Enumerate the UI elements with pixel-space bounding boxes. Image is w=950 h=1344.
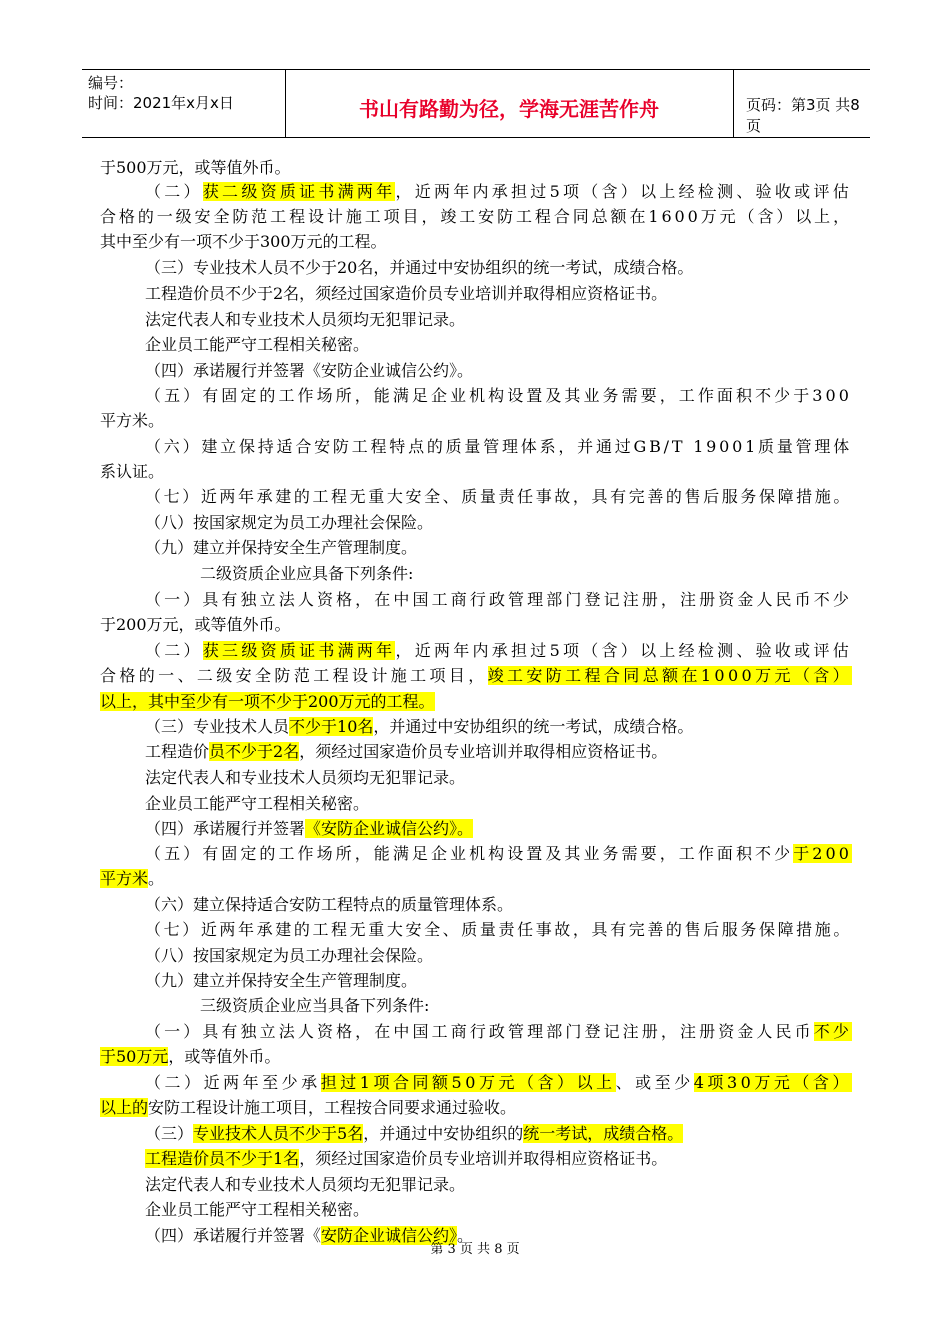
document-number-label: 编号：: [88, 74, 134, 92]
paragraph-line: [145, 1124, 683, 1144]
highlighted-text: 获三级资质证书满两年: [202, 641, 396, 660]
paragraph-line: [145, 819, 473, 839]
highlighted-text: 不少于10名: [289, 717, 374, 736]
text-segment: 。: [148, 869, 165, 888]
paragraph-line: [200, 564, 413, 584]
paragraph-line: [145, 946, 433, 966]
text-segment: 平方米。: [100, 411, 165, 430]
text-segment: （三）专业技术人员不少于20名，并通过中安协组织的统一考试，成绩合格。: [145, 258, 694, 277]
page-footer: 第 3 页 共 8 页: [430, 1242, 520, 1257]
paragraph-line: [145, 487, 852, 507]
paragraph-line: [145, 182, 852, 202]
paragraph-line: [145, 895, 513, 915]
text-segment: ，并通过中安协组织的: [363, 1124, 524, 1143]
text-segment: （六）建立保持适合安防工程特点的质量管理体系。: [145, 895, 514, 914]
highlighted-text: 统一考试，成绩合格。: [523, 1124, 684, 1143]
highlighted-text: 平方米: [100, 869, 149, 888]
highlighted-text: 专业技术人员不少于5名: [193, 1124, 364, 1143]
paragraph-line: [145, 361, 473, 381]
paragraph-line: [145, 437, 852, 457]
paragraph-line: [100, 692, 435, 712]
text-segment: （九）建立并保持安全生产管理制度。: [145, 971, 418, 990]
paragraph-line: [145, 335, 369, 355]
paragraph-line: [145, 920, 852, 940]
text-segment: （六）建立保持适合安防工程特点的质量管理体系，并通过GB/T 19001质量管理体: [145, 437, 852, 456]
header-page-cell: [734, 70, 870, 137]
page-header: [82, 69, 870, 138]
text-segment: ，须经过国家造价员专业培训并取得相应资格证书。: [299, 1149, 668, 1168]
text-segment: ，近两年内承担过5项（含）以上经检测、验收或评估: [395, 641, 852, 660]
highlighted-text: 以上，其中至少有一项不少于200万元的工程。: [100, 692, 435, 711]
highlighted-text: 获二级资质证书满两年: [202, 182, 396, 201]
paragraph-line: [145, 258, 693, 278]
text-segment: （一）具有独立法人资格，在中国工商行政管理部门登记注册，注册资金人民币: [145, 1022, 814, 1041]
text-segment: （二）近两年至少承: [145, 1073, 321, 1092]
text-segment: （五）有固定的工作场所，能满足企业机构设置及其业务需要，工作面积不少: [145, 844, 794, 863]
document-date-label: 时间：2021年x月x日: [88, 94, 234, 112]
text-segment: （七）近两年承建的工程无重大安全、质量责任事故，具有完善的售后服务保障措施。: [145, 487, 852, 506]
text-segment: （五）有固定的工作场所，能满足企业机构设置及其业务需要，工作面积不少于300: [145, 386, 852, 405]
text-segment: 安防工程设计施工项目，工程按合同要求通过验收。: [148, 1098, 517, 1117]
paragraph-line: [100, 615, 291, 635]
paragraph-line: [200, 996, 429, 1016]
text-segment: （八）按国家规定为员工办理社会保险。: [145, 946, 434, 965]
highlighted-text: 4项30万元（含）: [693, 1073, 852, 1092]
paragraph-line: [145, 1073, 852, 1093]
text-segment: （七）近两年承建的工程无重大安全、质量责任事故，具有完善的售后服务保障措施。: [145, 920, 852, 939]
text-segment: 法定代表人和专业技术人员须均无犯罪记录。: [145, 310, 466, 329]
text-segment: ，须经过国家造价员专业培训并取得相应资格证书。: [299, 742, 668, 761]
text-segment: （二）: [145, 641, 203, 660]
highlighted-text: 担过1项合同额50万元（含）以上: [320, 1073, 616, 1092]
text-segment: 企业员工能严守工程相关秘密。: [145, 794, 370, 813]
text-segment: 二级资质企业应具备下列条件:: [200, 564, 414, 583]
highlighted-text: 以上的: [100, 1098, 149, 1117]
paragraph-line: [100, 1098, 516, 1118]
paragraph-line: [145, 1200, 369, 1220]
text-segment: ，近两年内承担过5项（含）以上经检测、验收或评估: [395, 182, 852, 201]
paragraph-line: [145, 284, 667, 304]
text-segment: 工程造价: [145, 742, 210, 761]
paragraph-line: [145, 386, 852, 406]
text-segment: （三）: [145, 1124, 194, 1143]
paragraph-line: [145, 513, 433, 533]
text-segment: ，并通过中安协组织的统一考试，成绩合格。: [373, 717, 694, 736]
highlighted-text: 于200: [793, 844, 852, 863]
paragraph-line: [145, 768, 465, 788]
paragraph-line: [145, 1022, 852, 1042]
header-motto-cell: [285, 70, 734, 137]
highlighted-text: 《安防企业诚信公约》。: [305, 819, 474, 838]
paragraph-line: [100, 1047, 280, 1067]
header-page-info: 页码：第3页 共8页: [746, 96, 860, 135]
highlighted-text: 不少: [813, 1022, 852, 1041]
paragraph-line: [145, 310, 465, 330]
paragraph-line: [100, 232, 387, 252]
highlighted-text: 工程造价员不少于1名: [145, 1149, 300, 1168]
text-segment: （二）: [145, 182, 203, 201]
text-segment: 三级资质企业应当具备下列条件:: [200, 996, 430, 1015]
text-segment: （一）具有独立法人资格，在中国工商行政管理部门登记注册，注册资金人民币不少: [145, 590, 852, 609]
text-segment: 法定代表人和专业技术人员须均无犯罪记录。: [145, 768, 466, 787]
text-segment: 合格的一级安全防范工程设计施工项目，竣工安防工程合同总额在1600万元（含）以上，: [100, 207, 852, 226]
text-segment: 于500万元，或等值外币。: [100, 158, 291, 177]
text-segment: 法定代表人和专业技术人员须均无犯罪记录。: [145, 1175, 466, 1194]
highlighted-text: 于50万元: [100, 1047, 169, 1066]
paragraph-line: [145, 844, 852, 864]
paragraph-line: [145, 794, 369, 814]
text-segment: 其中至少有一项不少于300万元的工程。: [100, 232, 387, 251]
paragraph-line: [100, 411, 164, 431]
highlighted-text: 竣工安防工程合同总额在1000万元（含）: [487, 666, 852, 685]
text-segment: （三）专业技术人员: [145, 717, 290, 736]
text-segment: 。: [457, 1226, 474, 1245]
text-segment: 系认证。: [100, 462, 165, 481]
text-segment: 企业员工能严守工程相关秘密。: [145, 1200, 370, 1219]
paragraph-line: [145, 590, 852, 610]
text-segment: 于200万元，或等值外币。: [100, 615, 291, 634]
paragraph-line: [100, 666, 852, 686]
paragraph-line: [100, 869, 164, 889]
text-segment: 企业员工能严守工程相关秘密。: [145, 335, 370, 354]
paragraph-line: [145, 538, 417, 558]
paragraph-line: [145, 641, 852, 661]
highlighted-text: 安防企业诚信公约》: [321, 1226, 458, 1245]
paragraph-line: [100, 462, 164, 482]
text-segment: 工程造价员不少于2名，须经过国家造价员专业培训并取得相应资格证书。: [145, 284, 668, 303]
paragraph-line: [145, 971, 417, 991]
text-segment: 合格的一、二级安全防范工程设计施工项目，: [100, 666, 488, 685]
text-segment: （四）承诺履行并签署: [145, 819, 306, 838]
header-meta-cell: [82, 70, 286, 137]
text-segment: （九）建立并保持安全生产管理制度。: [145, 538, 418, 557]
paragraph-line: [145, 742, 667, 762]
text-segment: 、或至少: [615, 1073, 694, 1092]
text-segment: （八）按国家规定为员工办理社会保险。: [145, 513, 434, 532]
paragraph-line: [100, 158, 291, 178]
text-segment: （四）承诺履行并签署《: [145, 1226, 322, 1245]
paragraph-line: [145, 1149, 667, 1169]
header-motto: 书山有路勤为径，学海无涯苦作舟: [359, 97, 659, 121]
highlighted-text: 员不少于2名: [209, 742, 300, 761]
text-segment: （四）承诺履行并签署《安防企业诚信公约》。: [145, 361, 474, 380]
text-segment: ，或等值外币。: [168, 1047, 281, 1066]
paragraph-line: [145, 717, 693, 737]
paragraph-line: [100, 207, 852, 227]
paragraph-line: [145, 1175, 465, 1195]
